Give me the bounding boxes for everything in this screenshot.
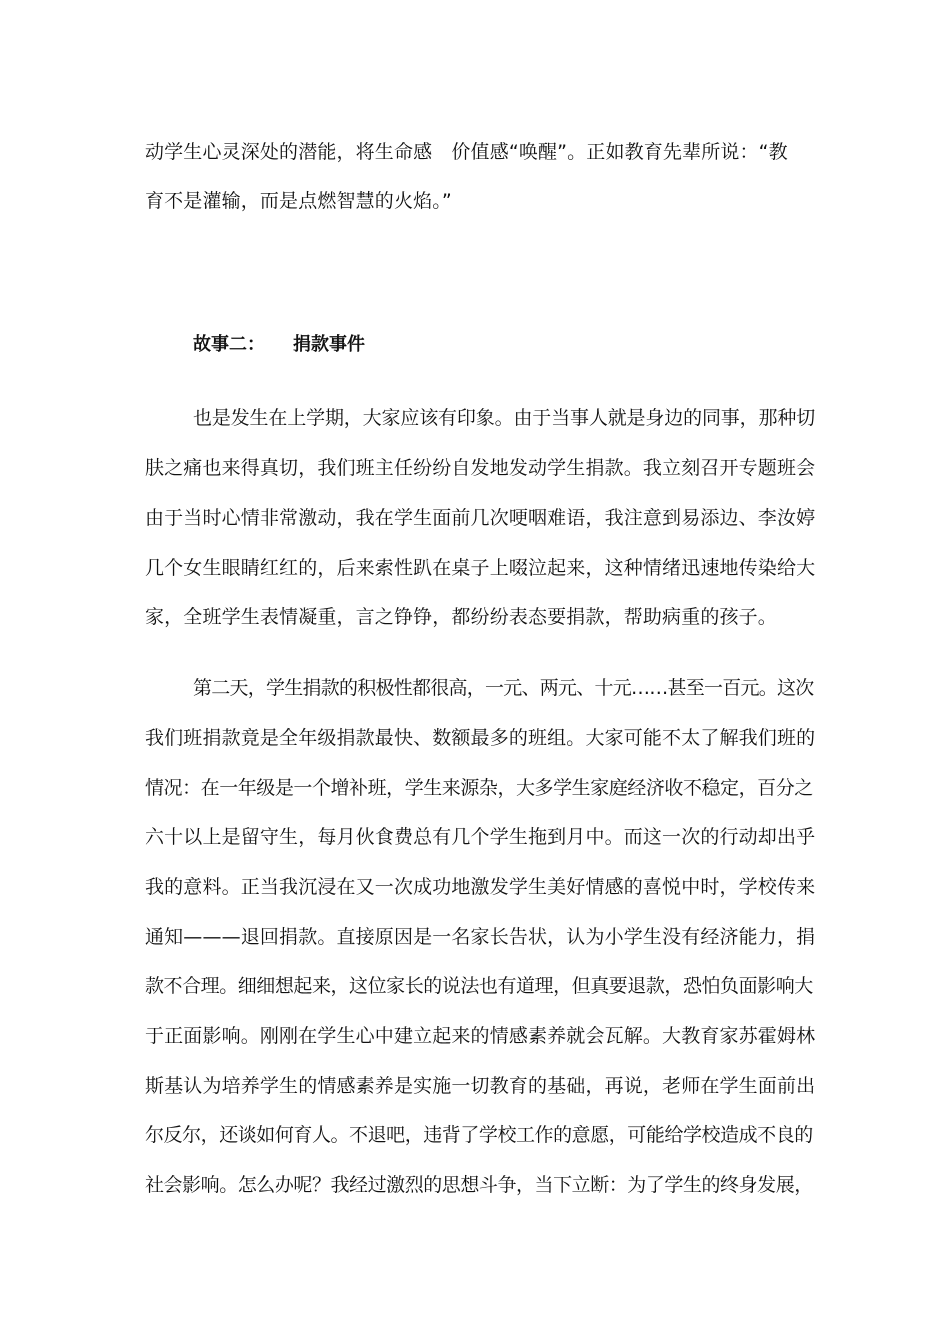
paragraph2-line-10: 尔反尔，还谈如何育人。不退吧，违背了学校工作的意愿，可能给学校造成不良的 bbox=[145, 1124, 813, 1146]
paragraph1-line-3: 由于当时心情非常激动，我在学生面前几次哽咽难语，我注意到易添边、李汝婷 bbox=[145, 507, 816, 529]
paragraph2-line-5: 我的意料。正当我沉浸在又一次成功地激发学生美好情感的喜悦中时，学校传来 bbox=[145, 876, 816, 898]
section-heading-title: 捐款事件 bbox=[293, 334, 365, 355]
paragraph2-line-7: 款不合理。细细想起来，这位家长的说法也有道理，但真要退款，恐怕负面影响大 bbox=[145, 975, 813, 997]
paragraph2-line-11: 社会影响。怎么办呢？我经过激烈的思想斗争，当下立断：为了学生的终身发展， bbox=[145, 1174, 813, 1196]
paragraph1-line-2: 肤之痛也来得真切，我们班主任纷纷自发地发动学生捐款。我立刻召开专题班会 bbox=[145, 457, 816, 479]
intro-line-2: 育不是灌输，而是点燃智慧的火焰。” bbox=[145, 190, 452, 212]
paragraph2-line-8: 于正面影响。刚刚在学生心中建立起来的情感素养就会瓦解。大教育家苏霍姆林 bbox=[145, 1025, 816, 1047]
paragraph1-line-5: 家，全班学生表情凝重，言之铮铮，都纷纷表态要捐款，帮助病重的孩子。 bbox=[145, 606, 777, 628]
intro-line-1: 动学生心灵深处的潜能，将生命感 价值感“唤醒”。正如教育先辈所说：“教 bbox=[145, 141, 788, 163]
paragraph2-line-9: 斯基认为培养学生的情感素养是实施一切教育的基础，再说，老师在学生面前出 bbox=[145, 1075, 816, 1097]
paragraph2-line-4: 六十以上是留守生，每月伙食费总有几个学生拖到月中。而这一次的行动却出乎 bbox=[145, 826, 816, 848]
paragraph1-line-1: 也是发生在上学期，大家应该有印象。由于当事人就是身边的同事，那种切 bbox=[193, 407, 816, 429]
section-heading-prefix: 故事二： bbox=[193, 334, 265, 355]
paragraph2-line-2: 我们班捐款竟是全年级捐款最快、数额最多的班组。大家可能不太了解我们班的 bbox=[145, 727, 816, 749]
paragraph2-line-1: 第二天，学生捐款的积极性都很高，一元、两元、十元……甚至一百元。这次 bbox=[193, 677, 814, 699]
section-heading bbox=[193, 332, 365, 358]
paragraph2-line-3: 情况：在一年级是一个增补班，学生来源杂，大多学生家庭经济收不稳定，百分之 bbox=[145, 777, 813, 799]
paragraph1-line-4: 几个女生眼睛红红的，后来索性趴在桌子上啜泣起来，这种情绪迅速地传染给大 bbox=[145, 557, 816, 579]
paragraph2-line-6: 通知———退回捐款。直接原因是一名家长告状，认为小学生没有经济能力，捐 bbox=[145, 926, 816, 948]
